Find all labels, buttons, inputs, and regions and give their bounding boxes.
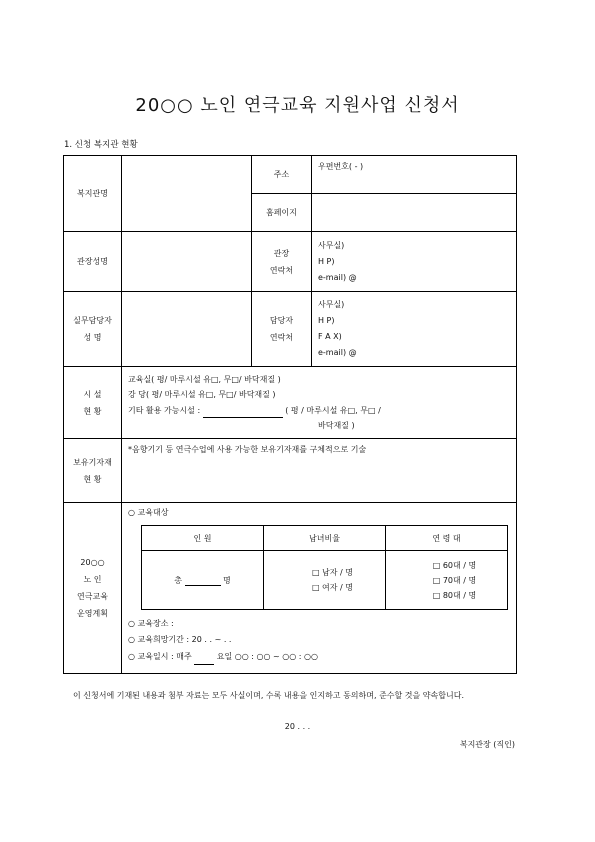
plan-label-2: 노 인	[83, 575, 102, 584]
director-contact-label	[252, 232, 312, 292]
facility-other-blank[interactable]	[203, 402, 283, 418]
director-name-label: 관장성명	[64, 232, 122, 292]
director-contact-label-2: 연락처	[269, 265, 294, 275]
age-cell	[386, 551, 508, 610]
postcode-text: 우편번호( - )	[318, 162, 364, 171]
application-form-table	[63, 155, 517, 674]
facility-line-other	[128, 402, 516, 418]
people-suffix: 명	[223, 575, 231, 585]
facility-line-floor: 바닥재질 )	[318, 421, 355, 430]
staff-label-1: 실무담당자	[73, 316, 112, 325]
staff-email: e-mail) @	[318, 348, 357, 357]
staff-contact-field[interactable]	[312, 292, 517, 367]
address-label: 주소	[252, 156, 312, 194]
edu-place[interactable]: ○ 교육장소 :	[128, 619, 174, 628]
equipment-note: *음향기기 등 연극수업에 사용 가능한 보유기자재를 구체적으로 기술	[128, 445, 367, 454]
staff-label-2: 성 명	[83, 333, 102, 342]
edu-time[interactable]	[128, 648, 516, 665]
facility-label-2: 현 황	[83, 406, 102, 416]
facility-line-hall: 강 당( 평/ 마루시설 유□, 무□/ 바닥재질 )	[128, 390, 276, 399]
equipment-field[interactable]	[122, 439, 517, 503]
age80-checkbox[interactable]: □ 80대 / 명	[432, 590, 477, 600]
edu-time-suffix: 요일 ○○ : ○○ ~ ○○ : ○○	[216, 652, 318, 661]
edu-time-prefix: ○ 교육일시 : 매주	[128, 652, 192, 661]
female-checkbox[interactable]: □ 여자 / 명	[311, 583, 354, 592]
male-checkbox[interactable]: □ 남자 / 명	[311, 568, 354, 577]
facility-label-1: 시 설	[83, 389, 102, 399]
director-office: 사무실)	[318, 240, 345, 250]
facility-line-classroom: 교육실( 평/ 마루시설 유□, 무□/ 바닥재질 )	[128, 375, 281, 384]
staff-hp: H P)	[318, 316, 335, 325]
facility-field[interactable]	[122, 367, 517, 439]
homepage-field[interactable]	[312, 194, 517, 232]
staff-office: 사무실)	[318, 300, 345, 309]
staff-contact-label-2: 연락처	[269, 333, 294, 342]
address-field[interactable]	[312, 156, 517, 194]
staff-name-field[interactable]	[122, 292, 252, 367]
equipment-label-2: 현 황	[83, 474, 102, 484]
plan-label-3: 연극교육	[77, 592, 108, 601]
welfare-name-label: 복지관명	[64, 156, 122, 232]
director-signature: 복지관장 (직인)	[459, 740, 515, 749]
edu-day-blank[interactable]	[194, 648, 214, 665]
director-contact-field[interactable]	[312, 232, 517, 292]
consent-statement: 이 신청서에 기재된 내용과 첨부 자료는 모두 사실이며, 수록 내용을 인지하고 동의하며, 준수할 것을 약속합니다.	[73, 691, 464, 700]
edu-target-table	[141, 525, 508, 610]
welfare-name-field[interactable]	[122, 156, 252, 232]
people-cell	[142, 551, 264, 610]
equipment-label-1: 보유기자재	[73, 457, 112, 467]
staff-label	[64, 292, 122, 367]
staff-fax: F A X)	[318, 332, 342, 341]
gender-cell	[264, 551, 386, 610]
people-prefix: 총	[174, 575, 182, 585]
staff-contact-label-1: 담당자	[269, 316, 294, 325]
facility-label	[64, 367, 122, 439]
plan-field	[122, 503, 517, 674]
plan-label-1: 20○○	[80, 558, 105, 567]
edu-target-label: ○ 교육대상	[128, 508, 169, 517]
plan-label-4: 운영계획	[77, 609, 108, 618]
section-heading: 1. 신청 복지관 현황	[64, 140, 138, 150]
staff-contact-label	[252, 292, 312, 367]
director-name-field[interactable]	[122, 232, 252, 292]
director-hp: H P)	[318, 256, 335, 266]
plan-label	[64, 503, 122, 674]
age70-checkbox[interactable]: □ 70대 / 명	[432, 575, 477, 585]
people-count-blank[interactable]	[185, 576, 221, 586]
equipment-label	[64, 439, 122, 503]
director-contact-label-1: 관장	[273, 248, 290, 258]
director-email: e-mail) @	[318, 272, 357, 282]
age60-checkbox[interactable]: □ 60대 / 명	[432, 560, 477, 570]
col-people-header: 인 원	[142, 526, 264, 551]
facility-other-label: 기타 활용 가능시설 :	[128, 406, 201, 415]
facility-other-detail: ( 평 / 마루시설 유□, 무□ /	[285, 406, 381, 415]
application-date[interactable]: 20 . . .	[284, 722, 311, 731]
col-gender-header: 남녀비율	[264, 526, 386, 551]
edu-period[interactable]: ○ 교육희망기간 : 20 . . ~ . .	[128, 635, 232, 644]
homepage-label: 홈페이지	[252, 194, 312, 232]
page-title: 20○○ 노인 연극교육 지원사업 신청서	[135, 95, 460, 116]
col-age-header: 연 령 대	[386, 526, 508, 551]
